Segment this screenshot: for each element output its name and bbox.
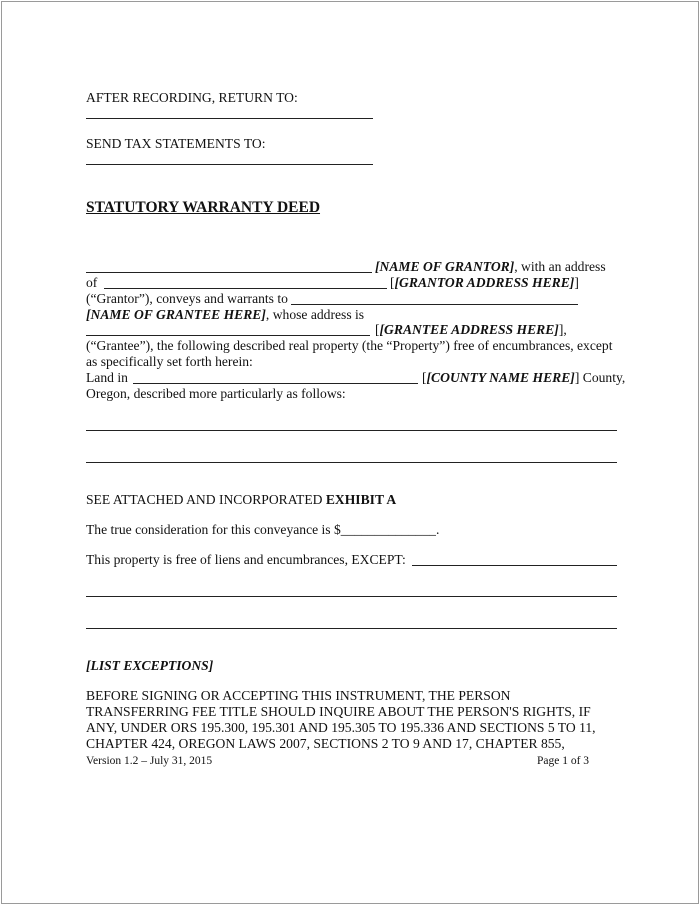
- warning-line-1: BEFORE SIGNING OR ACCEPTING THIS INSTRUMENT, THE PERSON: [86, 688, 511, 703]
- grantor-address-field: [GRANTOR ADDRESS HERE]: [394, 275, 575, 290]
- grantor-name-line: [375, 259, 606, 275]
- liens-text: This property is free of liens and encumbrances, EXCEPT:: [86, 552, 406, 567]
- legal-description-blank-2[interactable]: [86, 462, 617, 463]
- county-line: [[COUNTY NAME HERE]] County,: [422, 370, 626, 385]
- grantee-name-field: [NAME OF GRANTEE HERE]: [86, 307, 266, 322]
- send-tax-label: SEND TAX STATEMENTS TO:: [86, 136, 266, 151]
- document-title: STATUTORY WARRANTY DEED: [86, 199, 321, 216]
- with-address-text: , with an address: [514, 259, 606, 274]
- legal-description-blank-1[interactable]: [86, 430, 617, 431]
- consideration-text: The true consideration for this conveyance is $______________.: [86, 522, 440, 537]
- grantor-name-field: [NAME OF GRANTOR]: [375, 259, 515, 274]
- warning-line-3: ANY, UNDER ORS 195.300, 195.301 AND 195.305 TO 195.336 AND SECTIONS 5 TO 11,: [86, 720, 596, 735]
- grantor-name-blank[interactable]: [86, 272, 372, 273]
- county-field: [COUNTY NAME HERE]: [426, 370, 575, 385]
- exhibit-line: [86, 492, 396, 508]
- list-exceptions-label: [LIST EXCEPTIONS]: [86, 658, 214, 673]
- grantee-address-blank[interactable]: [86, 335, 370, 336]
- whose-address-text: , whose address is: [265, 307, 365, 322]
- land-in-label: Land in: [86, 370, 128, 385]
- grantor-conveys-text: (“Grantor”), conveys and warrants to: [86, 291, 288, 306]
- oregon-described-text: Oregon, described more particularly as follows:: [86, 386, 346, 401]
- grantee-following-text: (“Grantee”), the following described real property (the “Property”) free of encumbrances, except: [86, 338, 613, 353]
- footer-page-number: Page 1 of 3: [537, 755, 590, 767]
- exceptions-blank-1[interactable]: [86, 596, 617, 597]
- grantee-name-blank[interactable]: [291, 304, 578, 305]
- footer-version: Version 1.2 – July 31, 2015: [86, 755, 213, 767]
- exhibit-label: EXHIBIT A: [325, 492, 397, 507]
- after-recording-label: AFTER RECORDING, RETURN TO:: [86, 90, 298, 105]
- warning-line-2: TRANSFERRING FEE TITLE SHOULD INQUIRE ABOUT THE PERSON'S RIGHTS, IF: [86, 704, 591, 719]
- county-blank[interactable]: [133, 383, 418, 384]
- exceptions-blank-2[interactable]: [86, 628, 617, 629]
- grantee-address-field: [GRANTEE ADDRESS HERE]: [379, 322, 559, 337]
- after-recording-blank[interactable]: [86, 118, 373, 119]
- grantee-name-line: [86, 307, 364, 323]
- grantor-address-line: [[GRANTOR ADDRESS HERE]]: [390, 275, 579, 290]
- county-suffix: County,: [579, 370, 626, 385]
- grantee-address-line: [[GRANTEE ADDRESS HERE]],: [375, 322, 567, 337]
- document-page: [1, 1, 699, 904]
- as-specifically-text: as specifically set forth herein:: [86, 354, 253, 369]
- grantor-address-blank[interactable]: [104, 288, 387, 289]
- see-attached-text: SEE ATTACHED AND INCORPORATED: [86, 492, 326, 507]
- send-tax-blank[interactable]: [86, 164, 373, 165]
- warning-line-4: CHAPTER 424, OREGON LAWS 2007, SECTIONS 2 TO 9 AND 17, CHAPTER 855,: [86, 736, 565, 751]
- liens-except-blank[interactable]: [412, 565, 617, 566]
- of-label: of: [86, 275, 98, 290]
